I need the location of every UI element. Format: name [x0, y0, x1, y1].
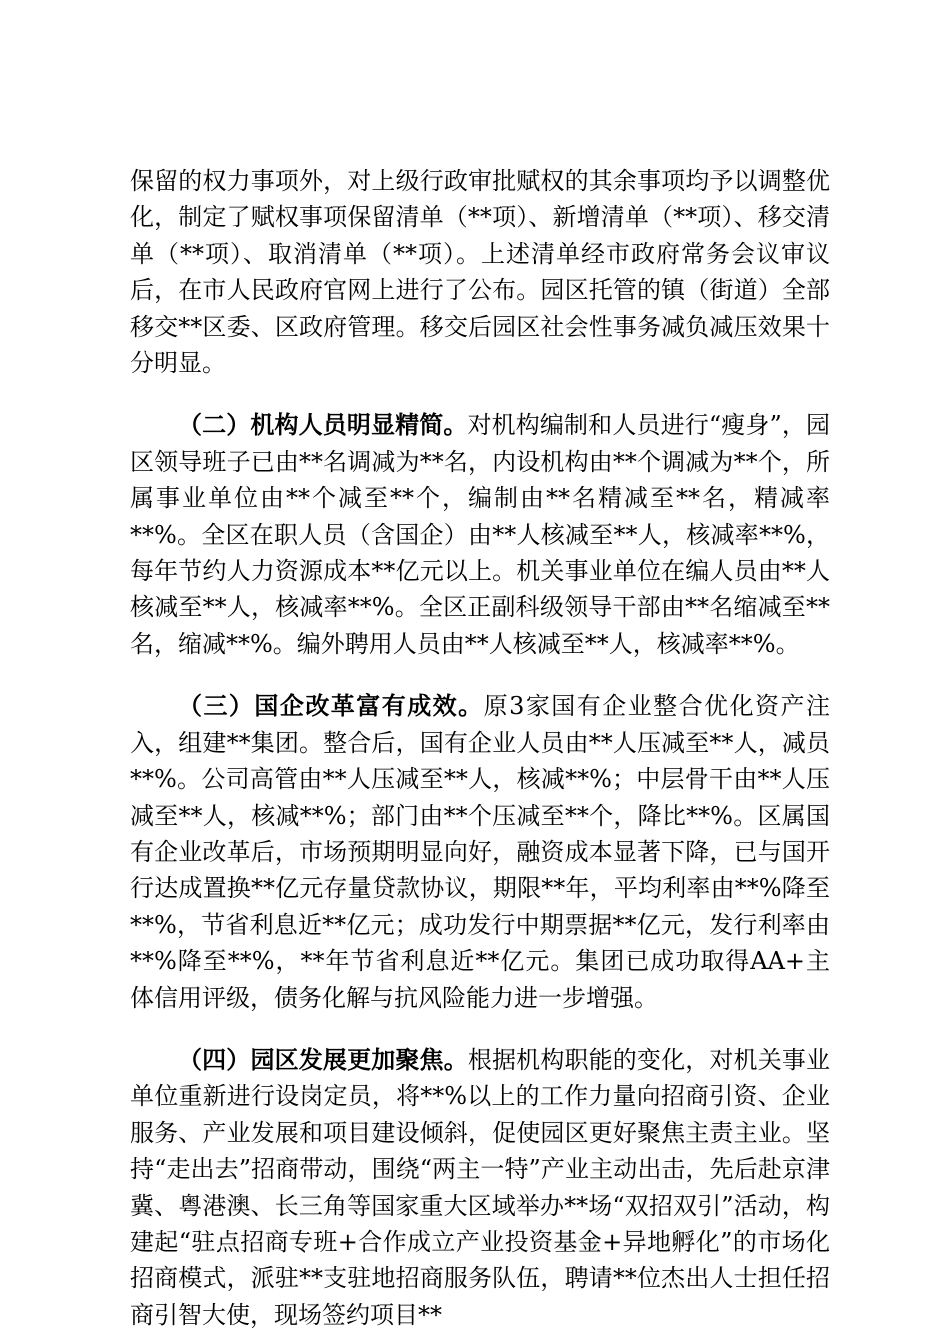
section-heading: （四）园区发展更加聚焦。	[178, 1045, 468, 1074]
paragraph-section-4	[130, 1042, 830, 1333]
paragraph-body: 根据机构职能的变化，对机关事业单位重新进行设岗定员，将**%以上的工作力量向招商引资、企业服务、产业发展和项目建设倾斜，促使园区更好聚焦主责主业。坚持“走出去”招商带动，围绕“两主一特”产业主动出击，先后赴京津冀、粤港澳、长三角等国家重大区域举办**场“双招双引”活动，构建起“驻点招商专班+合作成立产业投资基金+异地孵化”的市场化招商模式，派驻**支驻地招商服务队伍，聘请**位杰出人士担任招商引智大使，现场签约项目**	[130, 1045, 831, 1329]
paragraph-section-2	[130, 407, 830, 662]
paragraph-continuation	[130, 163, 830, 381]
paragraph-body: 对机构编制和人员进行“瘦身”，园区领导班子已由**名调减为**名，内设机构由**个调减为**个，所属事业单位由**个减至**个，编制由**名精减至**名，精减率**%。全区在职人员（含国企）由**人核减至**人，核减率**%，每年节约人力资源成本**亿元以上。机关事业单位在编人员由**人核减至**人，核减率**%。全区正副科级领导干部由**名缩减至**名，缩减**%。编外聘用人员由**人核减至**人，核减率**%。	[130, 411, 831, 658]
document-page	[130, 163, 830, 1333]
section-heading: （三）国企改革富有成效。	[178, 692, 484, 721]
section-heading: （二）机构人员明显精简。	[178, 411, 468, 440]
paragraph-body: 原3家国有企业整合优化资产注入，组建**集团。整合后，国有企业人员由**人压减至**人，减员**%。公司高管由**人压减至**人，核减**%；中层骨干由**人压减至**人，核减**%；部门由**个压减至**个，降比**%。区属国有企业改革后，市场预期明显向好，融资成本显著下降，已与国开行达成置换**亿元存量贷款协议，期限**年，平均利率由**%降至**%，节省利息近**亿元；成功发行中期票据**亿元，发行利率由**%降至**%，**年节省利息近**亿元。集团已成功取得AA+主体信用评级，债务化解与抗风险能力进一步增强。	[130, 692, 830, 1012]
paragraph-section-3	[130, 688, 830, 1016]
paragraph-body: 保留的权力事项外，对上级行政审批赋权的其余事项均予以调整优化，制定了赋权事项保留清单（**项）、新增清单（**项）、移交清单（**项）、取消清单（**项）。上述清单经市政府常务会议审议后，在市人民政府官网上进行了公布。园区托管的镇（街道）全部移交**区委、区政府管理。移交后园区社会性事务减负减压效果十分明显。	[130, 167, 830, 378]
